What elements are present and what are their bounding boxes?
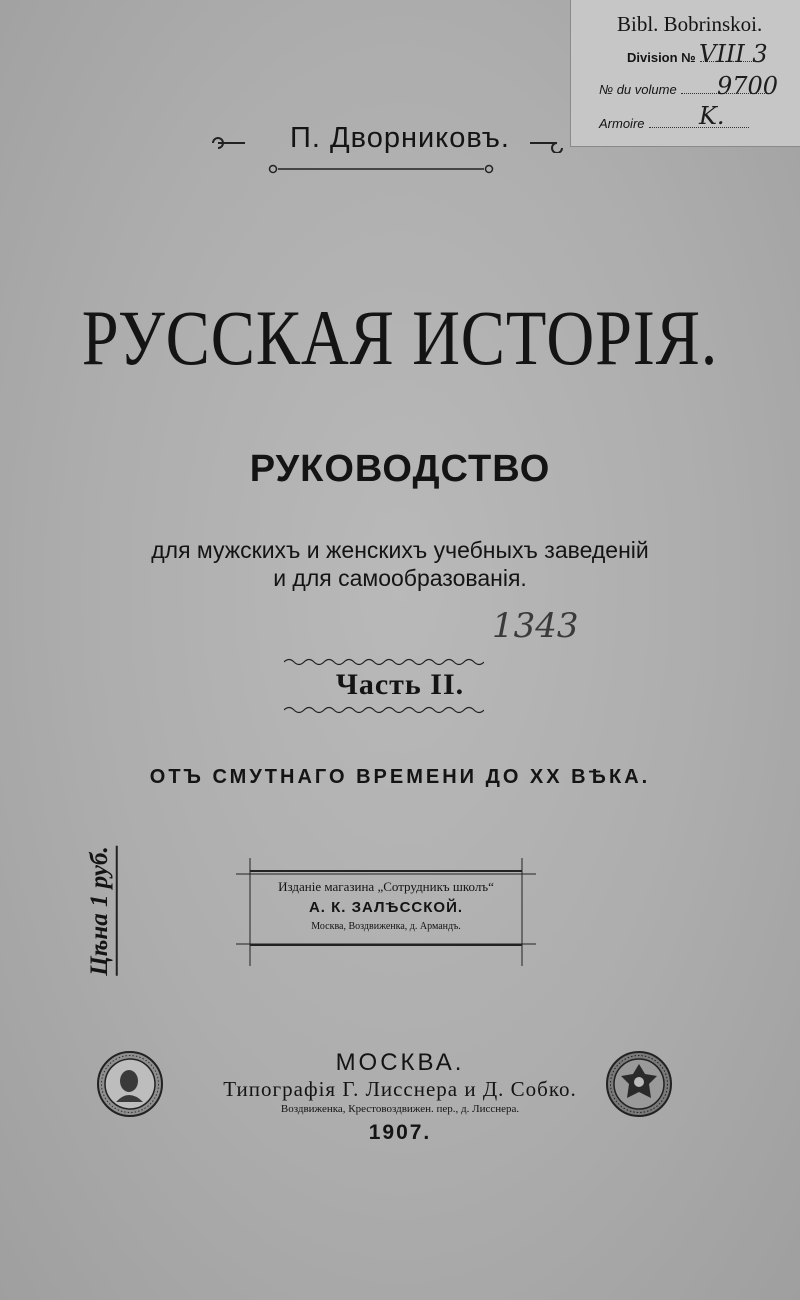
stamp-volume-label: № du volume bbox=[599, 82, 677, 97]
price-text: Цѣна 1 руб. bbox=[86, 846, 118, 976]
book-description bbox=[0, 536, 800, 592]
part-label: Часть II. bbox=[335, 668, 465, 701]
description-line-2: и для самообразованія. bbox=[273, 565, 527, 591]
author-underline-ornament bbox=[266, 162, 496, 181]
description-line-1: для мужскихъ и женскихъ учебныхъ заведеній bbox=[151, 537, 649, 563]
publisher-line-1: Изданіе магазина „Сотрудникъ школъ“ bbox=[278, 879, 494, 894]
price-label bbox=[82, 836, 122, 986]
imprint-city: МОСКВА. bbox=[335, 1049, 465, 1076]
stamp-division-label: Division № bbox=[627, 50, 696, 65]
stamp-volume-value: 9700 bbox=[717, 72, 779, 100]
stamp-armoire-label: Armoire bbox=[599, 116, 645, 131]
publisher-box bbox=[250, 870, 522, 946]
book-subtitle: РУКОВОДСТВО bbox=[249, 448, 551, 490]
imprint-address: Воздвиженка, Крестовоздвижен. пер., д. Лисснера. bbox=[280, 1103, 520, 1115]
author-block bbox=[0, 122, 800, 155]
stamp-armoire-value: K. bbox=[699, 102, 725, 130]
publisher-name: А. К. ЗАЛѢССКОЙ. bbox=[308, 899, 464, 916]
publisher-address: Москва, Воздвиженка, д. Армандъ. bbox=[311, 921, 461, 932]
part-bottom-rule bbox=[284, 702, 484, 720]
imprint-year: 1907. bbox=[368, 1121, 432, 1144]
stamp-division-value: VIII 3 bbox=[699, 40, 768, 68]
imprint-printer: Типографія Г. Лисснера и Д. Собко. bbox=[223, 1077, 577, 1101]
handwritten-number: 1343 bbox=[492, 606, 579, 646]
period-subtitle: ОТЪ СМУТНАГО ВРЕМЕНИ ДО XX ВѢКА. bbox=[149, 766, 651, 788]
author-name: П. Дворниковъ. bbox=[290, 122, 510, 154]
book-title: РУССКАЯ ИСТОРІЯ. bbox=[81, 294, 719, 381]
right-ornament-icon bbox=[528, 133, 568, 159]
emblem-medal-icon bbox=[605, 1050, 673, 1118]
portrait-medal-icon bbox=[96, 1050, 164, 1118]
stamp-library-name: Bibl. Bobrinskoi. bbox=[617, 12, 763, 36]
